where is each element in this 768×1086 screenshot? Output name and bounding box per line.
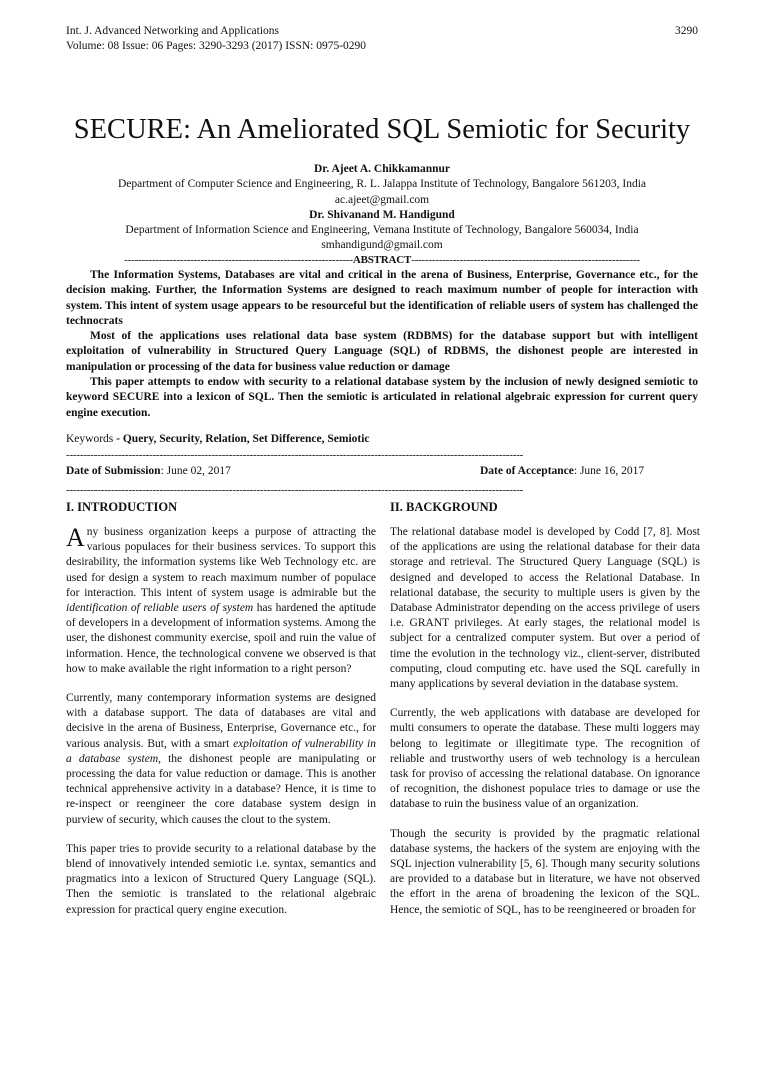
author-2-affiliation: Department of Information Science and Engineering, Vemana Institute of Technology, Bangalore 560034, India (125, 224, 639, 237)
drop-cap: A (66, 523, 85, 552)
keywords-value: - Query, Security, Relation, Set Difference, Semiotic (116, 433, 370, 445)
author-2-email: smhandigund@gmail.com (321, 239, 443, 252)
left-column (66, 499, 376, 932)
intro-paragraph-1 (66, 525, 376, 677)
page-number: 3290 (675, 25, 698, 37)
intro-p2-italic: exploitation of vulnerability in a database system (66, 737, 376, 765)
right-column (390, 499, 700, 932)
abstract-dashes-right: ------------------------------------------------------------------ (411, 254, 640, 266)
running-header (66, 24, 698, 54)
section-heading-introduction: I. INTRODUCTION (66, 500, 178, 514)
intro-p2-text-a: Currently, many contemporary information systems are designed with a database support. The data of databases are vital and decisive in the arena of Business, Enterprise, Governance etc., for various analysis. But, with a smart (66, 692, 376, 750)
submission-value: : June 02, 2017 (160, 465, 231, 477)
author-1-name: Dr. Ajeet A. Chikkamannur (314, 163, 450, 175)
abstract (66, 268, 698, 421)
author-1-email: ac.ajeet@gmail.com (334, 193, 430, 206)
keywords-label: Keywords (66, 433, 114, 445)
acceptance-value: : June 16, 2017 (573, 465, 645, 477)
author-1-affiliation: Department of Computer Science and Engineering, R. L. Jalappa Institute of Technology, Bangalore 561203, India (117, 178, 647, 191)
paper-title: SECURE: An Ameliorated SQL Semiotic for Security (73, 114, 691, 146)
separator-line: ------------------------------------------------------------------------------------------------------------------------------------ (66, 484, 524, 496)
background-paragraph-3: Though the security is provided by the pragmatic relational database systems, the hackers of the system are enjoying with the SQL injection vulnerability [5, 6]. Though many security solutions are provided to a database but in literature, we have not observed the effort in the arena of broadening the lexicon of the SQL. Hence, the semiotic of SQL, has to be reengineered or broaden for (390, 827, 700, 916)
intro-p1-italic: identification of reliable users of system (66, 602, 254, 615)
submission-date (66, 465, 231, 477)
dates-row (66, 464, 698, 479)
intro-paragraph-2 (66, 691, 376, 828)
intro-paragraph-3: This paper tries to provide security to a relational database by the blend of innovatively intended semiotic i.e. syntax, semantics and pragmatics into a lexicon of Structured Query Language (SQL). Then the semiotic is translated to the relational algebraic expression for practical query engine execution. (66, 842, 376, 916)
abstract-paragraph-2: Most of the applications uses relational data base system (RDBMS) for the database support but with intelligent exploitation of vulnerability in Structured Query Language (SQL) of RDBMS, the dishonest people are interested in manipulation or processing of the data for business value reduction or damage (66, 330, 698, 373)
keywords (66, 432, 698, 447)
abstract-label: ABSTRACT (352, 254, 412, 266)
author-block (66, 162, 698, 254)
section-heading-background: II. BACKGROUND (390, 500, 498, 514)
journal-name: Int. J. Advanced Networking and Applications (66, 25, 280, 37)
journal-volume: Volume: 08 Issue: 06 Pages: 3290-3293 (2017) ISSN: 0975-0290 (66, 40, 367, 52)
intro-p1-text-a: ny business organization keeps a purpose of attracting the various populaces for their business services. To support this desirability, the information systems like Web Technology etc. are used for design a system to reach maximum number of populace for interaction. This intent of system usage is admirable but the (66, 526, 376, 599)
acceptance-label: Date of Acceptance (480, 465, 574, 477)
author-2-name: Dr. Shivanand M. Handigund (309, 208, 455, 221)
intro-p2-text-b: , the dishonest people are manipulating or processing the data for value reduction or damage. This is another technical apprehensive activity in a database? Hence, it is time to re-inspect or reengineer the core database system design in purview of security, which causes the clout to the system. (66, 752, 377, 826)
acceptance-date (480, 464, 644, 479)
abstract-dashes-left: ------------------------------------------------------------------ (124, 254, 353, 266)
separator-line: ------------------------------------------------------------------------------------------------------------------------------------ (66, 449, 524, 461)
background-paragraph-1: The relational database model is developed by Codd [7, 8]. Most of the applications are using the relational database for their data storage and retrieval. The Structured Query Language (SQL) is designed and developed to access the Relational Database. In relational database, the security to multiple users is given by the Database Administrator depending on the access privilege of users i.e. GRANT privileges. At early stages, the relational model is subject for a centralized computer system. But over a period of time the evolution in the technology viz., client-server, distributed computing, cloud computing etc. have used the SQL carefully in many applications by several deviation in the database system. (390, 526, 700, 691)
abstract-divider (66, 254, 698, 267)
submission-label: Date of Submission (66, 465, 161, 477)
abstract-paragraph-3: This paper attempts to endow with security to a relational database system by the inclusion of newly designed semiotic to keyword SECURE into a lexicon of SQL. Then the semiotic is articulated in relational algebraic expression for current query engine execution. (66, 376, 698, 419)
background-paragraph-2: Currently, the web applications with database are developed for multi consumers to operate the database. These multi loggers may belong to legitimate or illegitimate type. The recognition of reliable and trustworthy users of web technology is a herculean task for proviso of accessing the relational database. On ignorance of recognition, the dishonest populace tries to damage or use the database to ruin the business value of an organization. (390, 707, 700, 811)
intro-p1-text-b: has hardened the aptitude of developers in a development of information systems. Among the user, the dishonest community exercise, spoil and ruin the value of information. Hence, the technological convene we observed is that how to make available the right information to a right person? (66, 602, 376, 675)
abstract-paragraph-1: The Information Systems, Databases are vital and critical in the arena of Business, Enterprise, Governance etc., for the decision making. Further, the Information Systems are designed to reach maximum number of people for interaction with system. This intent of system usage appears to be resourceful but the identification of reliable users of system has challenged the technocrats (66, 269, 698, 327)
